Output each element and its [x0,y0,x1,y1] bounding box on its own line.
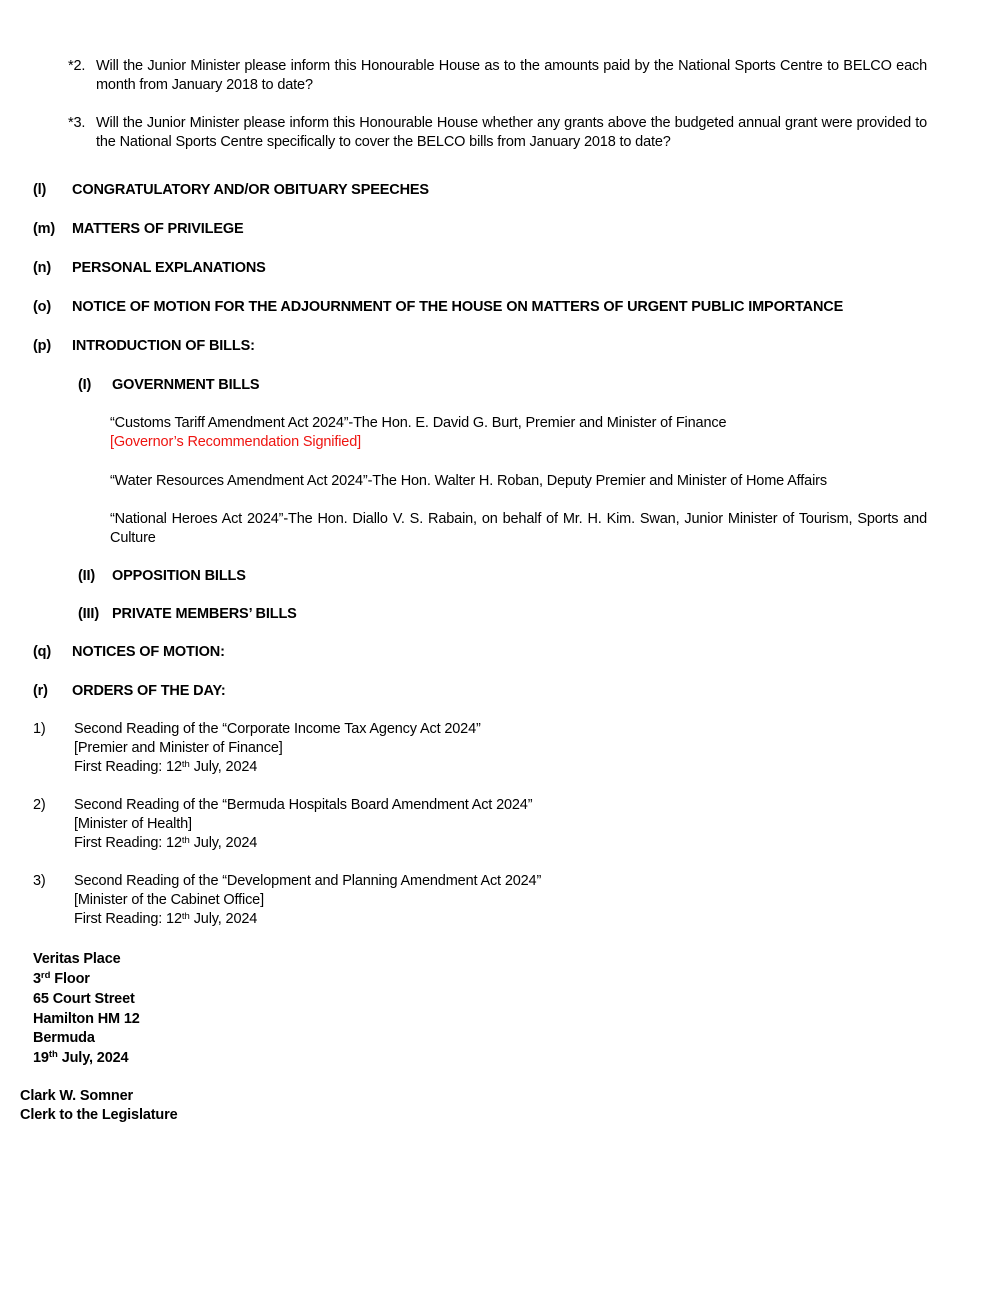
ordinal-superscript: rd [40,970,51,981]
opposition-bills-heading [0,567,1000,586]
question-item [68,114,927,152]
governor-recommendation-note: [Governor’s Recommendation Signified] [110,434,362,450]
order-title: Second Reading of the “Bermuda Hospitals Board Amendment Act 2024” [74,797,533,813]
question-item [68,57,927,95]
address-line: Bermuda [33,1030,95,1046]
order-number: 1) [33,721,46,737]
agenda-title: CONGRATULATORY AND/OR OBITUARY SPEECHES [72,182,429,198]
order-sponsor: [Premier and Minister of Finance] [74,740,283,756]
agenda-label: (l) [33,182,47,198]
government-bills-heading [0,376,1000,395]
agenda-title: INTRODUCTION OF BILLS: [72,338,255,354]
address-line: Hamilton HM 12 [33,1010,140,1027]
agenda-label: (m) [33,221,56,237]
agenda-item-orders-of-the-day [0,682,1000,701]
address-line: 3rd Floor [33,970,90,987]
orders-section [0,720,1000,930]
bill-entry-customs-tariff [110,414,927,452]
bill-entry-water-resources [110,472,927,491]
agenda-section [0,181,1000,356]
sub-heading-label: (III) [78,606,99,622]
sub-heading-title: PRIVATE MEMBERS’ BILLS [112,606,297,622]
order-item [0,872,927,930]
question-text: Will the Junior Minister please inform this Honourable House as to the amounts paid by the National Sports Centre to BELCO each month from January 2018 to date? [96,58,927,93]
agenda-item-privilege [0,220,1000,239]
agenda-title: ORDERS OF THE DAY: [72,683,226,699]
order-item [0,720,927,778]
address-line: Veritas Place [33,951,121,967]
clerk-title: Clerk to the Legislature [20,1107,178,1123]
bill-text: “National Heroes Act 2024”-The Hon. Diallo V. S. Rabain, on behalf of Mr. H. Kim. Swan, Junior Minister of Tourism, Sports and Culture [110,511,927,546]
agenda-item-congratulatory [0,181,1000,200]
ordinal-superscript: th [181,910,190,922]
address-date: 19th July, 2024 [33,1049,129,1066]
bill-text: “Water Resources Amendment Act 2024”-The Hon. Walter H. Roban, Deputy Premier and Minister of Home Affairs [110,473,827,489]
ordinal-superscript: th [181,758,190,770]
order-sponsor: [Minister of the Cabinet Office] [74,892,264,908]
order-first-reading: First Reading: 12th July, 2024 [74,758,258,775]
questions-section [0,57,1000,152]
order-sponsor: [Minister of Health] [74,816,192,832]
bills-section [0,376,1000,624]
agenda-item-notices-of-motion [0,643,1000,662]
agenda-item-adjournment-motion [0,298,1000,317]
agenda-label: (o) [33,299,52,315]
agenda-item-personal-explanations [0,259,1000,278]
agenda-label: (q) [33,644,52,660]
sub-heading-title: GOVERNMENT BILLS [112,377,260,393]
bill-entry-national-heroes [110,510,927,548]
sub-heading-label: (I) [78,377,92,393]
order-item [0,796,927,854]
signature-block [20,1087,1000,1125]
agenda-title: MATTERS OF PRIVILEGE [72,221,244,237]
private-members-bills-heading [0,605,1000,624]
order-title: Second Reading of the “Corporate Income Tax Agency Act 2024” [74,721,481,737]
order-first-reading: First Reading: 12th July, 2024 [74,910,258,927]
agenda-item-introduction-of-bills [0,337,1000,356]
sub-heading-label: (II) [78,568,96,584]
address-block [33,950,1000,1069]
clerk-name: Clark W. Somner [20,1088,133,1104]
agenda-title: NOTICE OF MOTION FOR THE ADJOURNMENT OF THE HOUSE ON MATTERS OF URGENT PUBLIC IMPORTANCE [72,299,844,315]
order-title: Second Reading of the “Development and Planning Amendment Act 2024” [74,873,542,889]
question-text: Will the Junior Minister please inform this Honourable House whether any grants above the budgeted annual grant were provided to the National Sports Centre specifically to cover the BELCO bills from January 2018 to date? [96,115,927,150]
order-first-reading: First Reading: 12th July, 2024 [74,834,258,851]
agenda-label: (n) [33,260,52,276]
question-number: *2. [68,58,86,74]
agenda-title: PERSONAL EXPLANATIONS [72,260,266,276]
bill-text: “Customs Tariff Amendment Act 2024”-The Hon. E. David G. Burt, Premier and Minister of Finance [110,415,727,431]
address-line: 65 Court Street [33,991,135,1007]
order-number: 3) [33,873,46,889]
agenda-title: NOTICES OF MOTION: [72,644,225,660]
order-number: 2) [33,797,46,813]
ordinal-superscript: th [48,1049,58,1060]
agenda-label: (p) [33,338,52,354]
sub-heading-title: OPPOSITION BILLS [112,568,246,584]
question-number: *3. [68,115,86,131]
agenda-label: (r) [33,683,48,699]
ordinal-superscript: th [181,834,190,846]
